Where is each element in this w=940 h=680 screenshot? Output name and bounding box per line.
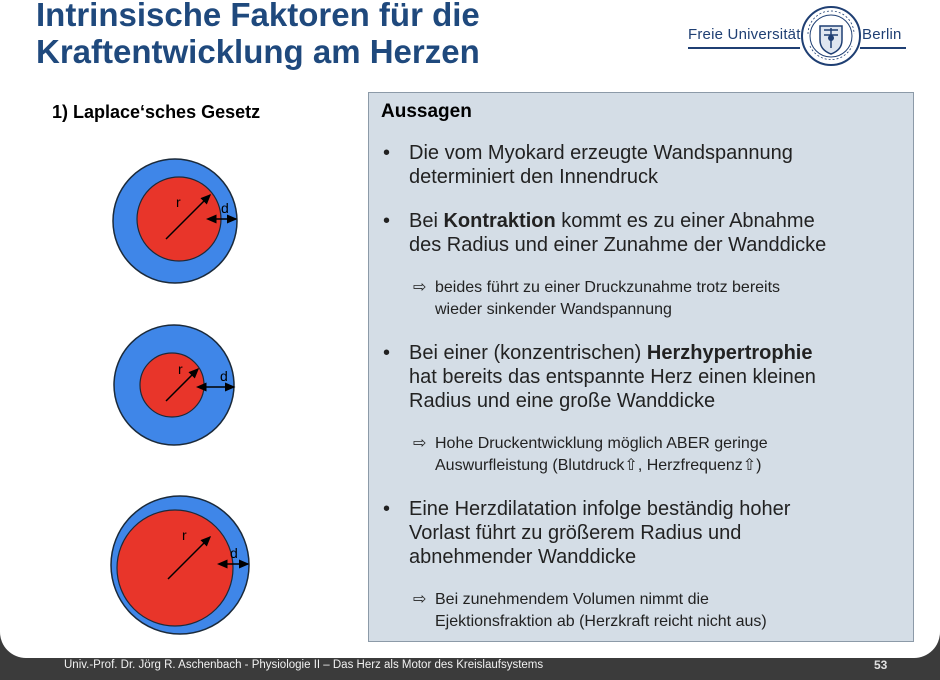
section-subtitle: 1) Laplace‘sches Gesetz [52,102,261,122]
bullet-text: Die vom Myokard erzeugte Wandspannung determiniert den Innendruck [409,142,793,188]
heart-diagram-hypertrophy [108,323,248,453]
university-seal-icon [800,4,862,68]
arrow-icon: ⇨ [413,279,427,296]
bullet-marker: • [383,142,391,164]
logo-underline-right [860,47,906,49]
bullet-text: Bei Kontraktion kommt es zu einer Abnahme des Radius und einer Zunahme der Wanddicke [409,210,827,256]
arrow-icon: ⇨ [413,591,427,608]
radius-label: r [176,194,181,210]
arrow-icon: ⇨ [413,435,427,452]
bullet-marker: • [383,342,391,364]
thickness-label: d [230,545,238,561]
bullet-marker: • [383,498,391,520]
logo-text-left: Freie Universität [688,26,801,43]
heart-diagram-dilatation [108,495,258,635]
page-number: 53 [874,658,888,672]
subpoint-text: beides führt zu einer Druckzunahme trotz bereits wieder sinkender Wandspannung [435,279,781,318]
thickness-label: d [220,368,228,384]
inner-chamber [140,353,204,417]
logo-underline [688,47,800,49]
subpoint-text: Bei zunehmendem Volumen nimmt die Ejektionsfraktion ab (Herzkraft reicht nicht aus) [435,591,767,630]
footer-text: Univ.-Prof. Dr. Jörg R. Aschenbach - Physiologie II – Das Herz als Motor des Kreislaufsystems [64,659,544,671]
bullet-text: Bei einer (konzentrischen) Herzhypertrophie hat bereits das entspannte Herz einen kleinen Radius und eine große Wanddicke [409,342,816,412]
university-logo [688,4,918,68]
title-line-2: Kraftentwicklung am Herzen [36,33,480,70]
bullet-marker: • [383,210,391,232]
heart-diagram-normal [110,157,250,287]
keyword-kontraktion: Kontraktion [443,210,556,232]
panel-title: Aussagen [381,101,472,122]
bullet-text: Eine Herzdilatation infolge beständig hoher Vorlast führt zu größerem Radius und abnehmender Wanddicke [409,498,791,568]
subpoint-text: Hohe Druckentwicklung möglich ABER geringe Auswurfleistung (Blutdruck⇧, Herzfrequenz⇧) [435,435,768,474]
radius-label: r [182,527,187,543]
radius-label: r [178,361,183,377]
keyword-herzhypertrophie: Herzhypertrophie [646,342,813,364]
logo-text-right: Berlin [862,26,902,43]
inner-chamber [117,510,233,626]
inner-chamber [137,177,221,261]
title-line-1: Intrinsische Faktoren für die [36,0,480,33]
slide-title [36,0,480,70]
statements-panel [368,92,914,642]
thickness-label: d [221,200,229,216]
